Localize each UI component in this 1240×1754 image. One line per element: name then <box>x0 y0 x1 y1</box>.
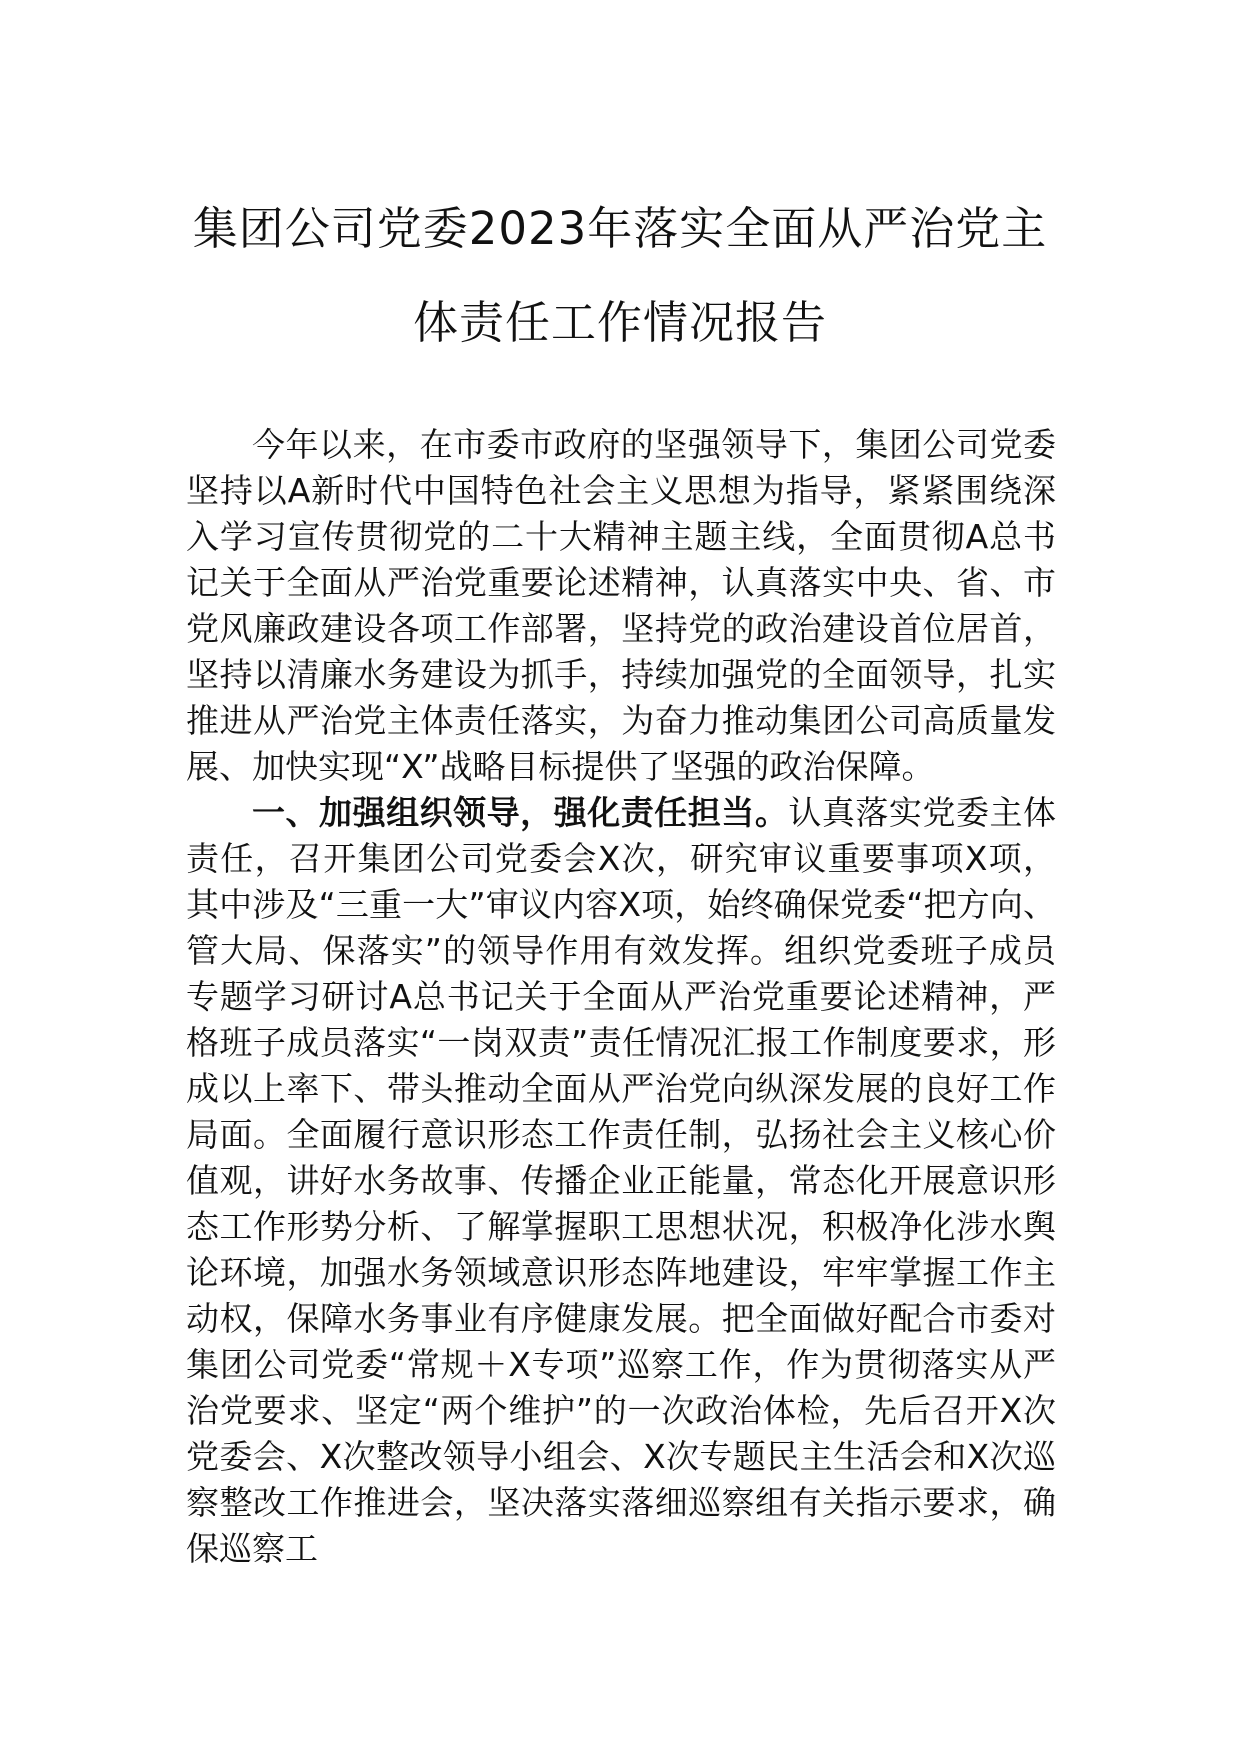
document-title <box>160 182 1080 370</box>
section-1-paragraph <box>186 790 1056 1572</box>
section-1-text: 认真落实党委主体责任，召开集团公司党委会X次，研究审议重要事项X项，其中涉及“三重一大”审议内容X项，始终确保党委“把方向、管大局、保落实”的领导作用有效发挥。组织党委班子成员专题学习研讨A总书记关于全面从严治党重要论述精神，严格班子成员落实“一岗双责”责任情况汇报工作制度要求，形成以上率下、带头推动全面从严治党向纵深发展的良好工作局面。全面履行意识形态工作责任制，弘扬社会主义核心价值观，讲好水务故事、传播企业正能量，常态化开展意识形态工作形势分析、了解掌握职工思想状况，积极净化涉水舆论环境，加强水务领域意识形态阵地建设，牢牢掌握工作主动权，保障水务事业有序健康发展。把全面做好配合市委对集团公司党委“常规＋X专项”巡察工作，作为贯彻落实从严治党要求、坚定“两个维护”的一次政治体检，先后召开X次党委会、X次整改领导小组会、X次专题民主生活会和X次巡察整改工作推进会，坚决落实落细巡察组有关指示要求，确保巡察工 <box>186 793 1057 1568</box>
document-body <box>186 422 1056 1572</box>
section-1-heading: 一、加强组织领导，强化责任担当。 <box>252 793 789 832</box>
title-line-2: 体责任工作情况报告 <box>412 296 827 349</box>
intro-paragraph: 今年以来，在市委市政府的坚强领导下，集团公司党委坚持以A新时代中国特色社会主义思想为指导，紧紧围绕深入学习宣传贯彻党的二十大精神主题主线，全面贯彻A总书记关于全面从严治党重要论述精神，认真落实中央、省、市党风廉政建设各项工作部署，坚持党的政治建设首位居首，坚持以清廉水务建设为抓手，持续加强党的全面领导，扎实推进从严治党主体责任落实，为奋力推动集团公司高质量发展、加快实现“X”战略目标提供了坚强的政治保障。 <box>186 425 1056 786</box>
title-line-1: 集团公司党委2023年落实全面从严治党主 <box>192 202 1048 255</box>
